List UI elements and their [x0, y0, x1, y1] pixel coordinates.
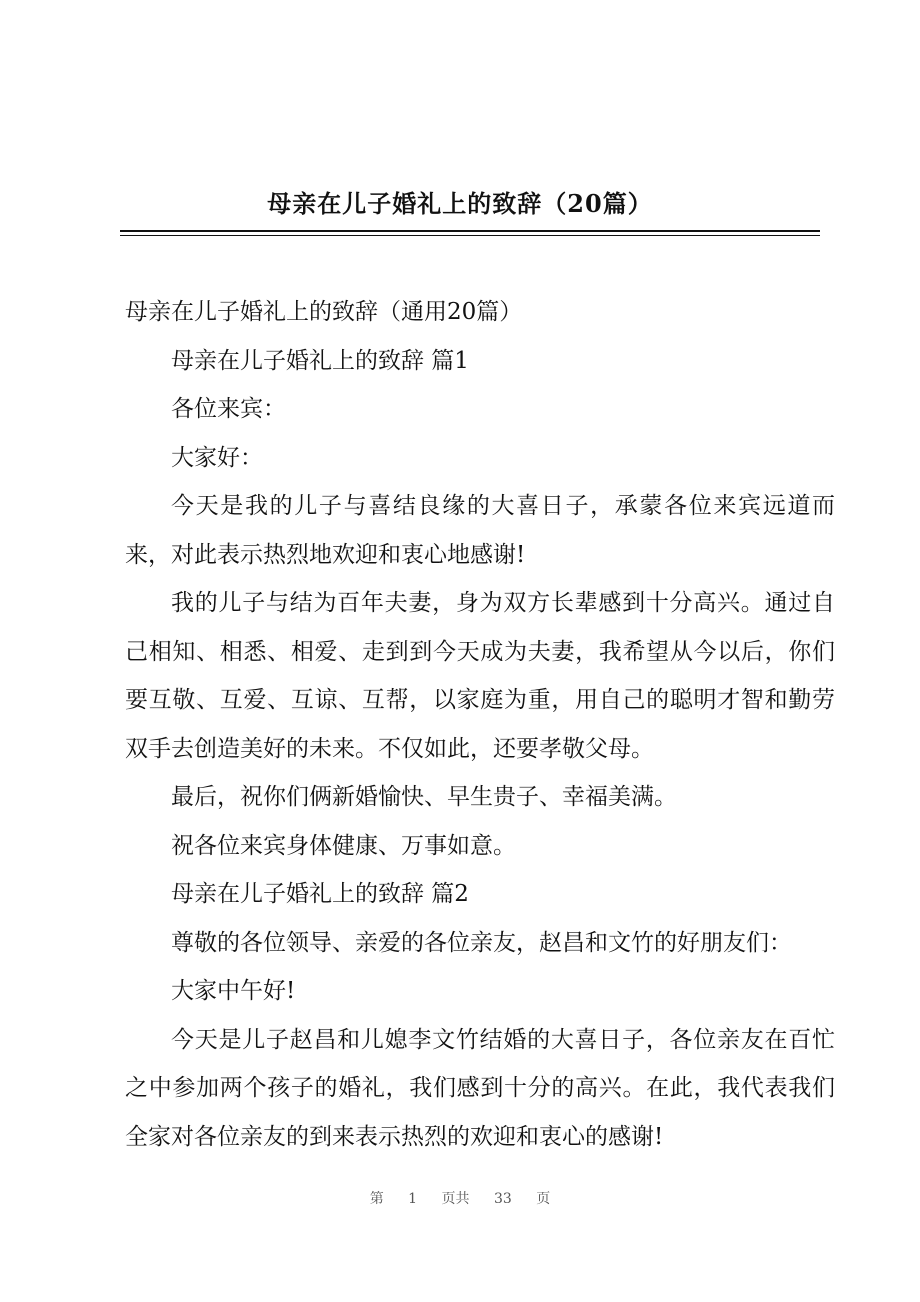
- section-heading: 母亲在儿子婚礼上的致辞 篇1: [171, 347, 469, 374]
- footer-current-page: 1: [408, 1191, 418, 1207]
- footer-total-pages: 33: [494, 1191, 512, 1207]
- paragraph: 大家中午好!: [171, 978, 296, 1004]
- paragraph: 尊敬的各位领导、亲爱的各位亲友，赵昌和文竹的好朋友们：: [171, 929, 792, 956]
- paragraph: 祝各位来宾身体健康、万事如意。: [171, 832, 516, 859]
- paragraph: 我的儿子与结为百年夫妻，身为双方长辈感到十分高兴。通过自己相知、相悉、相爱、走到到今天成为夫妻，我希望从今以后，你们要互敬、互爱、互谅、互帮，以家庭为重，用自己的聪明才智和勤劳双手去创造美好的未来。不仅如此，还要孝敬父母。: [125, 590, 835, 762]
- title-underline-thin: [120, 235, 820, 236]
- section-heading: 母亲在儿子婚礼上的致辞 篇2: [171, 881, 469, 907]
- paragraph: 最后，祝你们俩新婚愉快、早生贵子、幸福美满。: [171, 784, 677, 810]
- paragraph: 大家好：: [171, 444, 263, 471]
- paragraph: 今天是儿子赵昌和儿媳李文竹结婚的大喜日子，各位亲友在百忙之中参加两个孩子的婚礼，我们感到十分的高兴。在此，我代表我们全家对各位亲友的到来表示热烈的欢迎和衷心的感谢!: [125, 1026, 835, 1150]
- paragraph: 今天是我的儿子与喜结良缘的大喜日子，承蒙各位来宾远道而来，对此表示热烈地欢迎和衷心地感谢!: [125, 493, 835, 568]
- footer-label-page: 第: [369, 1191, 384, 1207]
- document-subtitle: 母亲在儿子婚礼上的致辞（通用20篇）: [125, 299, 523, 325]
- paragraph: 各位来宾：: [171, 396, 286, 422]
- footer-label-total: 页共: [441, 1191, 470, 1207]
- page-footer: [0, 1188, 920, 1208]
- title-underline-thick: [120, 230, 820, 232]
- document-title: 母亲在儿子婚礼上的致辞（20篇）: [267, 189, 653, 218]
- footer-label-end: 页: [536, 1191, 551, 1207]
- document-body: [125, 288, 835, 1161]
